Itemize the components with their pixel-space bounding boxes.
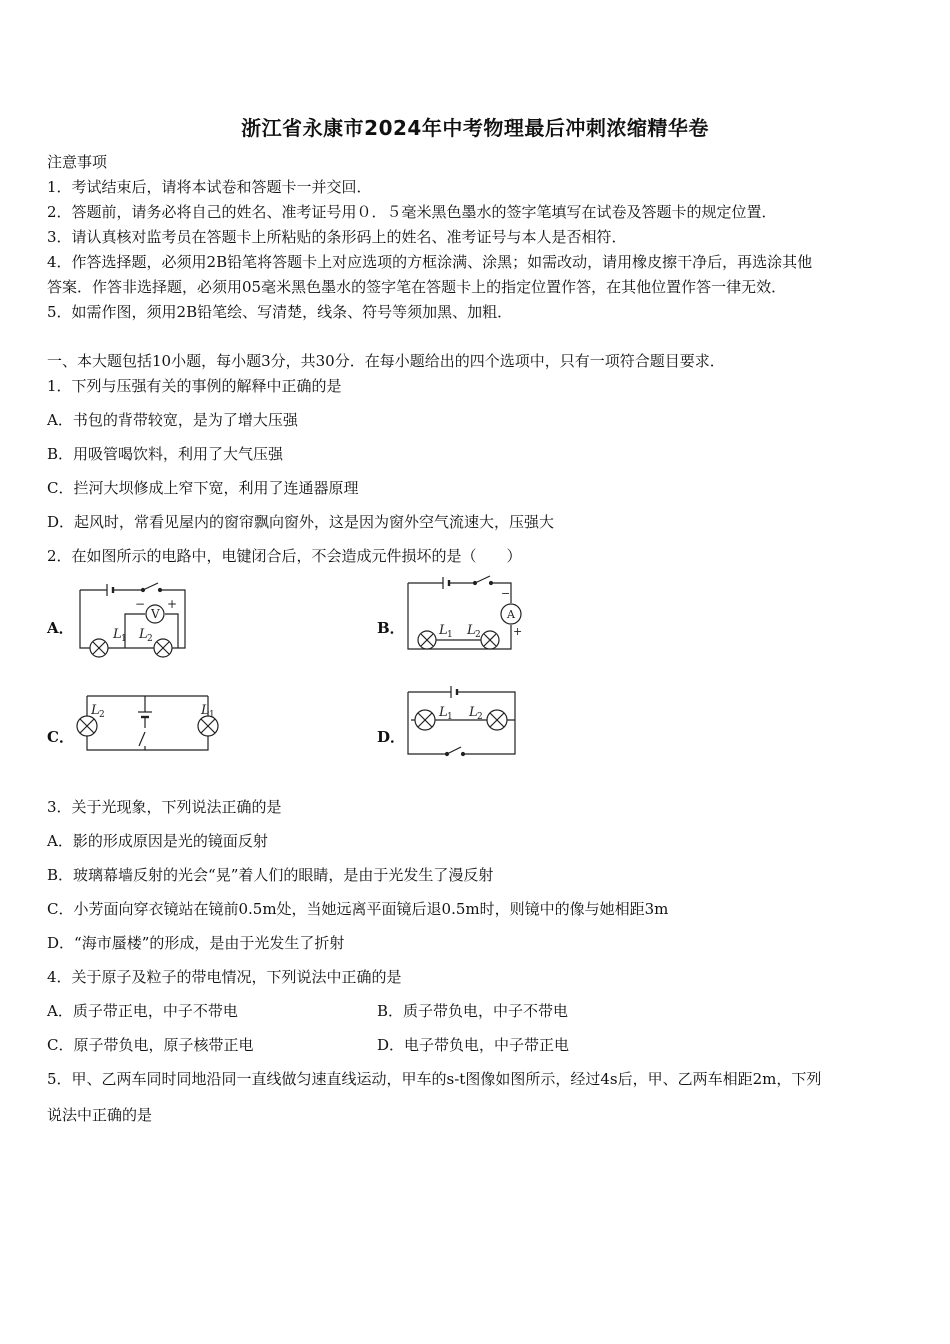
q1-option-b: B．用吸管喝饮料，利用了大气压强 — [47, 445, 284, 463]
q2-label-d: D． — [377, 728, 406, 746]
plus-sign: + — [513, 625, 523, 638]
q2-stem: 2．在如图所示的电路中，电键闭合后，不会造成元件损坏的是（ ） — [47, 547, 522, 565]
plus-sign: + — [167, 597, 178, 611]
q5-stem-line1: 5．甲、乙两车同时同地沿同一直线做匀速直线运动，甲车的s-t图像如图所示，经过4s后，甲、乙两车相距2m，下列 — [47, 1070, 822, 1088]
label-l2-sub: 2 — [477, 712, 483, 722]
section-heading: 一、本大题包括10小题，每小题3分，共30分．在每小题给出的四个选项中，只有一项符合题目要求． — [47, 352, 725, 370]
minus-sign: − — [135, 597, 146, 611]
notice-item-3: 3．请认真核对监考员在答题卡上所粘贴的条形码上的姓名、准考证号与本人是否相符． — [47, 228, 627, 246]
label-l1-sub: 1 — [447, 712, 453, 722]
q2-circuit-c — [75, 688, 225, 762]
q2-circuit-a — [75, 578, 195, 667]
q1-option-d: D．起风时，常看见屋内的窗帘飘向窗外，这是因为窗外空气流速大，压强大 — [47, 513, 555, 531]
q1-option-a: A．书包的背带较宽，是为了增大压强 — [47, 411, 298, 429]
notice-item-4: 4．作答选择题，必须用2B铅笔将答题卡上对应选项的方框涂满、涂黑；如需改动，请用橡皮擦干净后，再选涂其他 — [47, 253, 813, 271]
q3-option-c: C．小芳面向穿衣镜站在镜前0.5m处，当她远离平面镜后退0.5m时，则镜中的像与她相距3m — [47, 900, 669, 918]
q2-label-c: C． — [47, 728, 74, 746]
q4-option-b: B．质子带负电，中子不带电 — [377, 1002, 569, 1020]
label-l1-sub: 1 — [209, 710, 215, 720]
notice-item-2: 2．答题前，请务必将自己的姓名、准考证号用０．５毫米黑色墨水的签字笔填写在试卷及答题卡的规定位置． — [47, 203, 777, 221]
label-l2: L — [469, 705, 478, 720]
notice-item-5: 5．如需作图，须用2B铅笔绘、写清楚，线条、符号等须加黑、加粗． — [47, 303, 513, 321]
minus-sign: − — [501, 587, 511, 600]
q4-stem: 4．关于原子及粒子的带电情况，下列说法中正确的是 — [47, 968, 402, 986]
label-l1: L — [113, 627, 122, 642]
ammeter-symbol: A — [507, 608, 515, 621]
q2-label-a: A． — [47, 619, 74, 637]
label-l1: L — [439, 705, 448, 720]
notice-heading: 注意事项 — [47, 153, 108, 171]
q2-circuit-b — [403, 573, 528, 667]
label-l1-sub: 1 — [447, 630, 453, 640]
q5-stem-line2: 说法中正确的是 — [47, 1106, 153, 1124]
q4-option-c: C．原子带负电，原子核带正电 — [47, 1036, 254, 1054]
label-l2-sub: 2 — [147, 634, 153, 644]
q4-option-a: A．质子带正电，中子不带电 — [47, 1002, 238, 1020]
q3-option-b: B．玻璃幕墙反射的光会“晃”着人们的眼睛，是由于光发生了漫反射 — [47, 866, 494, 884]
label-l2: L — [139, 627, 148, 642]
label-l2: L — [91, 703, 100, 718]
label-l1-sub: 1 — [121, 634, 127, 644]
q2-circuit-d — [403, 682, 523, 766]
voltmeter-symbol: V — [151, 607, 160, 621]
q3-option-d: D．“海市蜃楼”的形成，是由于光发生了折射 — [47, 934, 345, 952]
label-l2-sub: 2 — [99, 710, 105, 720]
notice-item-1: 1．考试结束后，请将本试卷和答题卡一并交回． — [47, 178, 372, 196]
q3-option-a: A．影的形成原因是光的镜面反射 — [47, 832, 268, 850]
page-title: 浙江省永康市2024年中考物理最后冲刺浓缩精华卷 — [241, 116, 709, 140]
q1-stem: 1．下列与压强有关的事例的解释中正确的是 — [47, 377, 342, 395]
label-l2-sub: 2 — [475, 630, 481, 640]
q4-option-d: D．电子带负电，中子带正电 — [377, 1036, 570, 1054]
q2-label-b: B． — [377, 619, 405, 637]
label-l2: L — [467, 623, 476, 638]
q1-option-c: C．拦河大坝修成上窄下宽，利用了连通器原理 — [47, 479, 359, 497]
label-l1: L — [201, 703, 210, 718]
label-l1: L — [439, 623, 448, 638]
notice-item-4-cont: 答案．作答非选择题，必须用05毫米黑色墨水的签字笔在答题卡上的指定位置作答，在其他位置作答一律无效． — [47, 278, 787, 296]
q3-stem: 3．关于光现象，下列说法正确的是 — [47, 798, 282, 816]
